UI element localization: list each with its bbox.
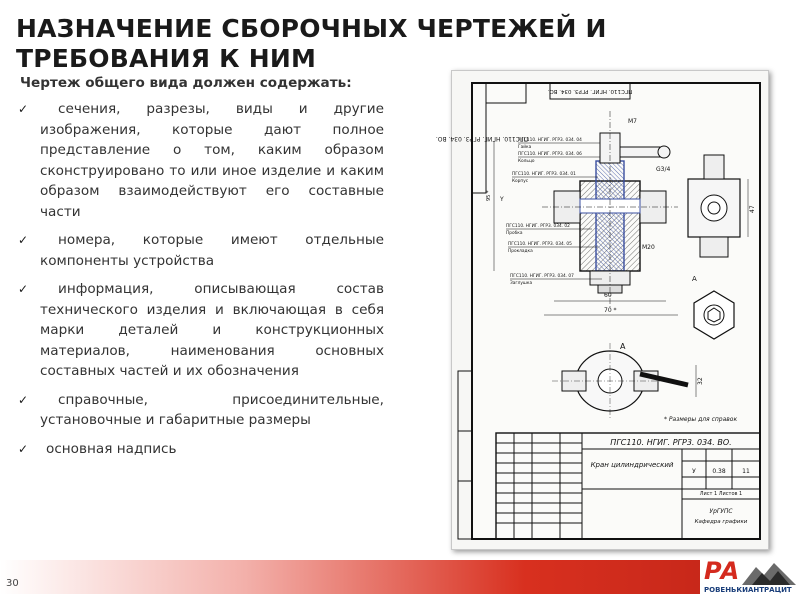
title-sheet: Лист 1 Листов 1 bbox=[699, 491, 743, 497]
bullet-text: справочные, присоединительные, установочные и габаритные размеры bbox=[40, 391, 384, 428]
view-a-arrow-label: A bbox=[620, 342, 626, 351]
bullet-list bbox=[18, 99, 384, 459]
bullet-text: основная надпись bbox=[46, 440, 177, 457]
checkmark-icon: ✓ bbox=[18, 282, 29, 296]
footer-gradient-bar bbox=[0, 560, 700, 594]
assembly-drawing-image bbox=[435, 70, 769, 550]
checkmark-icon: ✓ bbox=[18, 233, 29, 247]
label: Прокладка bbox=[508, 249, 533, 254]
bullet-text: сечения, разрезы, виды и другие изображения, которые дают полное представление о том, каким образом сконструировано то или иное изделие и каким образом взаимодействуют его составные части bbox=[40, 101, 384, 220]
dim-y: Y bbox=[500, 196, 504, 203]
label: Заглушка bbox=[510, 281, 533, 286]
title-letter: У bbox=[692, 468, 696, 475]
label: ПГС110. НГИГ. РГР3. 034. 04 bbox=[518, 138, 582, 143]
title-scale: 11 bbox=[742, 468, 750, 475]
label: ПГС110. НГИГ. РГР3. 034. 06 bbox=[518, 152, 582, 157]
dim-m7: M7 bbox=[628, 118, 637, 125]
bullet-item bbox=[18, 99, 384, 222]
title-org: УрГУПС bbox=[709, 508, 733, 515]
checkmark-icon: ✓ bbox=[18, 441, 29, 456]
label: Гайка bbox=[518, 145, 532, 150]
mountain-icon bbox=[742, 561, 796, 585]
title-mass: 0.38 bbox=[712, 468, 726, 475]
checkmark-icon: ✓ bbox=[18, 392, 29, 407]
dim-m20: M20 bbox=[642, 244, 655, 251]
title-dept: Кафедра графики bbox=[694, 519, 748, 525]
bullet-item bbox=[18, 439, 384, 460]
label: Пробка bbox=[506, 231, 523, 236]
label: ПГС110. НГИГ. РГР3. 034. 01 bbox=[512, 172, 576, 177]
dim-60: 60 bbox=[604, 292, 612, 299]
page-number: 30 bbox=[6, 578, 19, 589]
title-part-name: Кран цилиндрический bbox=[590, 461, 674, 469]
title-designation: ПГС110. НГИГ. РГР3. 034. ВО. bbox=[610, 438, 732, 447]
label: Кольцо bbox=[518, 159, 535, 164]
label: ПГС110. НГИГ. РГР3. 034. 02 bbox=[506, 224, 570, 229]
label: ПГС110. НГИГ. РГР3. 034. 07 bbox=[510, 274, 574, 279]
footnote: * Размеры для справок bbox=[664, 416, 738, 423]
dim-70: 70 * bbox=[604, 307, 617, 314]
rotated-designation-2: ПГС110. НГИГ. РГР3. 034. ВО. bbox=[547, 88, 633, 94]
bullet-item bbox=[18, 279, 384, 382]
dim-95: 95 * bbox=[486, 190, 492, 201]
slide-title: НАЗНАЧЕНИЕ СБОРОЧНЫХ ЧЕРТЕЖЕЙ И ТРЕБОВАНИЯ К НИМ bbox=[16, 14, 607, 73]
logo-caption: РОВЕНЬКИАНТРАЦИТ bbox=[704, 586, 792, 594]
dim-32: 32 bbox=[697, 377, 704, 385]
dim-47: 47 bbox=[749, 205, 756, 213]
label: ПГС110. НГИГ. РГР3. 034. 05 bbox=[508, 242, 572, 247]
bullet-text: информация, описывающая состав технического изделия и включающая в себя марки деталей и конструкционных материалов, наименования основных составных частей и их обозначения bbox=[40, 281, 384, 379]
rotated-designation: ПГС110. НГИГ. РГР3. 034. ВО. bbox=[435, 135, 529, 142]
checkmark-icon: ✓ bbox=[18, 102, 29, 116]
company-logo bbox=[702, 557, 798, 599]
bullet-text: номера, которые имеют отдельные компоненты устройства bbox=[40, 232, 384, 269]
label: Корпус bbox=[512, 179, 529, 184]
content-column bbox=[18, 74, 384, 467]
logo-mark: РА bbox=[704, 557, 739, 585]
bullet-item bbox=[18, 390, 384, 431]
bullet-item bbox=[18, 230, 384, 271]
dim-thread: G3/4 bbox=[656, 166, 671, 173]
view-a-label: A bbox=[692, 275, 697, 283]
intro-text: Чертеж общего вида должен содержать: bbox=[20, 75, 352, 91]
